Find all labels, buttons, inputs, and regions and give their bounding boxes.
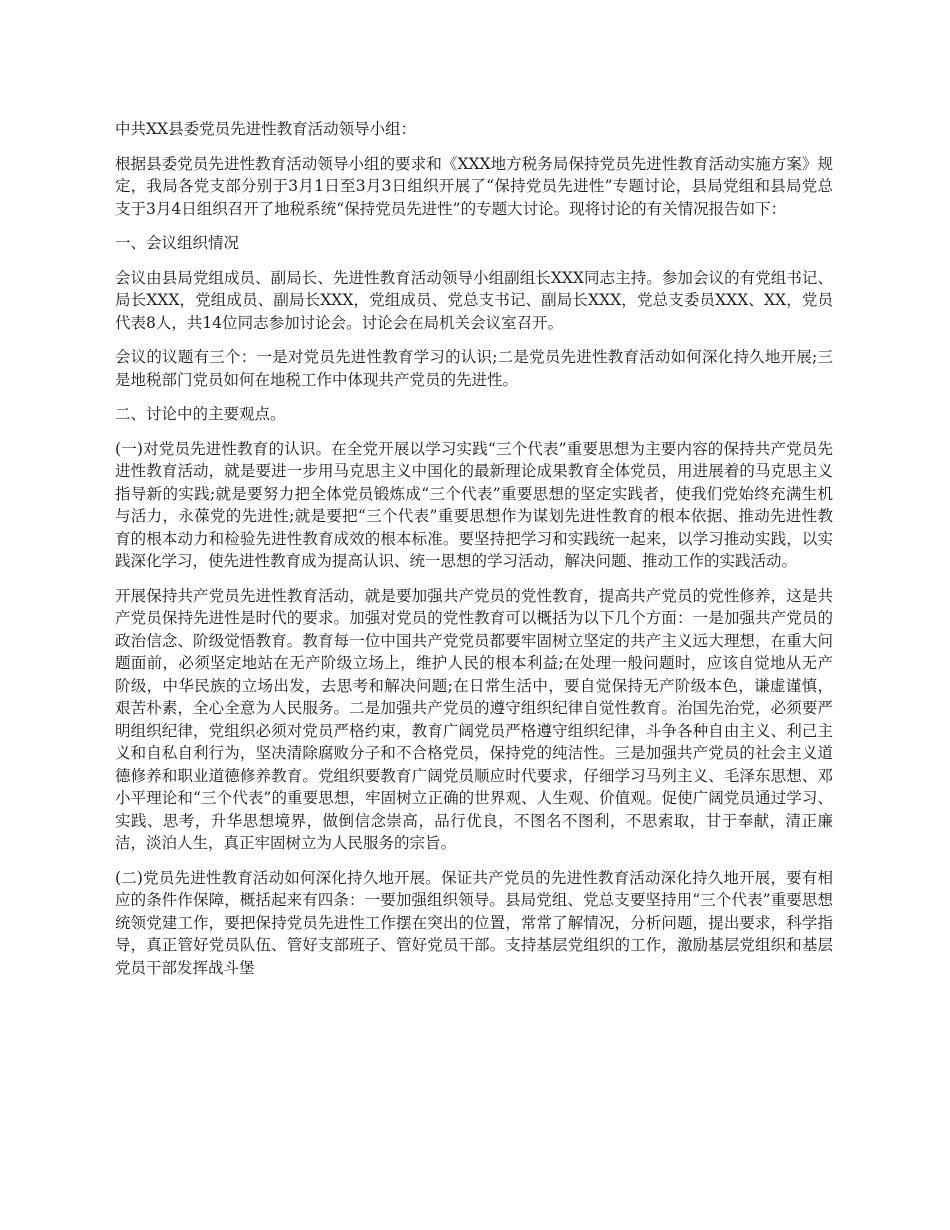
section-heading: 一、会议组织情况 [115, 234, 240, 252]
document-paragraph: 根据县委党员先进性教育活动领导小组的要求和《XXX地方税务局保持党员先进性教育活动实施方案》规定，我局各党支部分别于3月1日至3月3日组织开展了“保持党员先进性”专题讨论，县局党组和县局党总支于3月4日组织召开了地税系统“保持党员先进性”的专题大讨论。现将讨论的有关情况报告如下： [115, 154, 833, 218]
document-paragraph: 开展保持共产党员先进性教育活动，就是要加强共产党员的党性教育，提高共产党员的党性修养，这是共产党员保持先进性是时代的要求。加强对党员的党性教育可以概括为以下几个方面：一是加强共产党员的政治信念、阶级觉悟教育。教育每一位中国共产党党员都要牢固树立坚定的共产主义远大理想，在重大问题面前，必须坚定地站在无产阶级立场上，维护人民的根本利益;在处理一般问题时，应该自觉地从无产阶级，中华民族的立场出发，去思考和解决问题;在日常生活中，要自觉保持无产阶级本色，谦虚谨慎，艰苦朴素，全心全意为人民服务。二是加强共产党员的遵守组织纪律自觉性教育。治国先治党，必须要严明组织纪律，党组织必须对党员严格约束，教育广阔党员严格遵守组织纪律，斗争各种自由主义、利己主义和自私自利行为，坚决清除腐败分子和不合格党员，保持党的纯洁性。三是加强共产党员的社会主义道德修养和职业道德修养教育。党组织要教育广阔党员顺应时代要求，仔细学习马列主义、毛泽东思想、邓小平理论和“三个代表”的重要思想，牢固树立正确的世界观、人生观、价值观。促使广阔党员通过学习、实践、思考，升华思想境界，做倒信念崇高，品行优良，不图名不图利，不思索取，甘于奉献，清正廉洁，淡泊人生，真正牢固树立为人民服务的宗旨。 [115, 586, 833, 852]
section-heading: 二、讨论中的主要观点。 [115, 405, 286, 423]
document-paragraph: (一)对党员先进性教育的认识。在全党开展以学习实践“三个代表”重要思想为主要内容的保持共产党员先进性教育活动，就是要进一步用马克思主义中国化的最新理论成果教育全体党员，用进展着的马克思主义指导新的实践;就是要努力把全体党员锻炼成“三个代表”重要思想的坚定实践者，使我们党始终充满生机与活力，永葆党的先进性;就是要把“三个代表”重要思想作为谋划先进性教育的根本依据、推动先进性教育的根本动力和检验先进性教育成效的根本标准。要坚持把学习和实践统一起来，以学习推动实践，以实践深化学习，使先进性教育成为提高认识、统一思想的学习活动，解决问题、推动工作的实践活动。 [115, 439, 833, 570]
document-paragraph: 会议的议题有三个：一是对党员先进性教育学习的认识;二是党员先进性教育活动如何深化持久地开展;三是地税部门党员如何在地税工作中体现共产党员的先进性。 [115, 348, 833, 389]
document-paragraph: (二)党员先进性教育活动如何深化持久地开展。保证共产党员的先进性教育活动深化持久地开展，要有相应的条件作保障，概括起来有四条：一要加强组织领导。县局党组、党总支要坚持用“三个代表”重要思想统领党建工作，要把保持党员先进性工作摆在突出的位置，常常了解情况，分析问题，提出要求，科学指导，真正管好党员队伍、管好支部班子、管好党员干部。支持基层党组织的工作，激励基层党组织和基层党员干部发挥战斗堡 [115, 868, 833, 977]
document-salutation: 中共XX县委党员先进性教育活动领导小组： [115, 120, 417, 138]
document-paragraph: 会议由县局党组成员、副局长、先进性教育活动领导小组副组长XXX同志主持。参加会议的有党组书记、局长XXX，党组成员、副局长XXX，党组成员、党总支书记、副局长XXX，党总支委员XXX、XX，党员代表8人，共14位同志参加讨论会。讨论会在局机关会议室召开。 [115, 268, 833, 332]
document-body [115, 118, 833, 991]
